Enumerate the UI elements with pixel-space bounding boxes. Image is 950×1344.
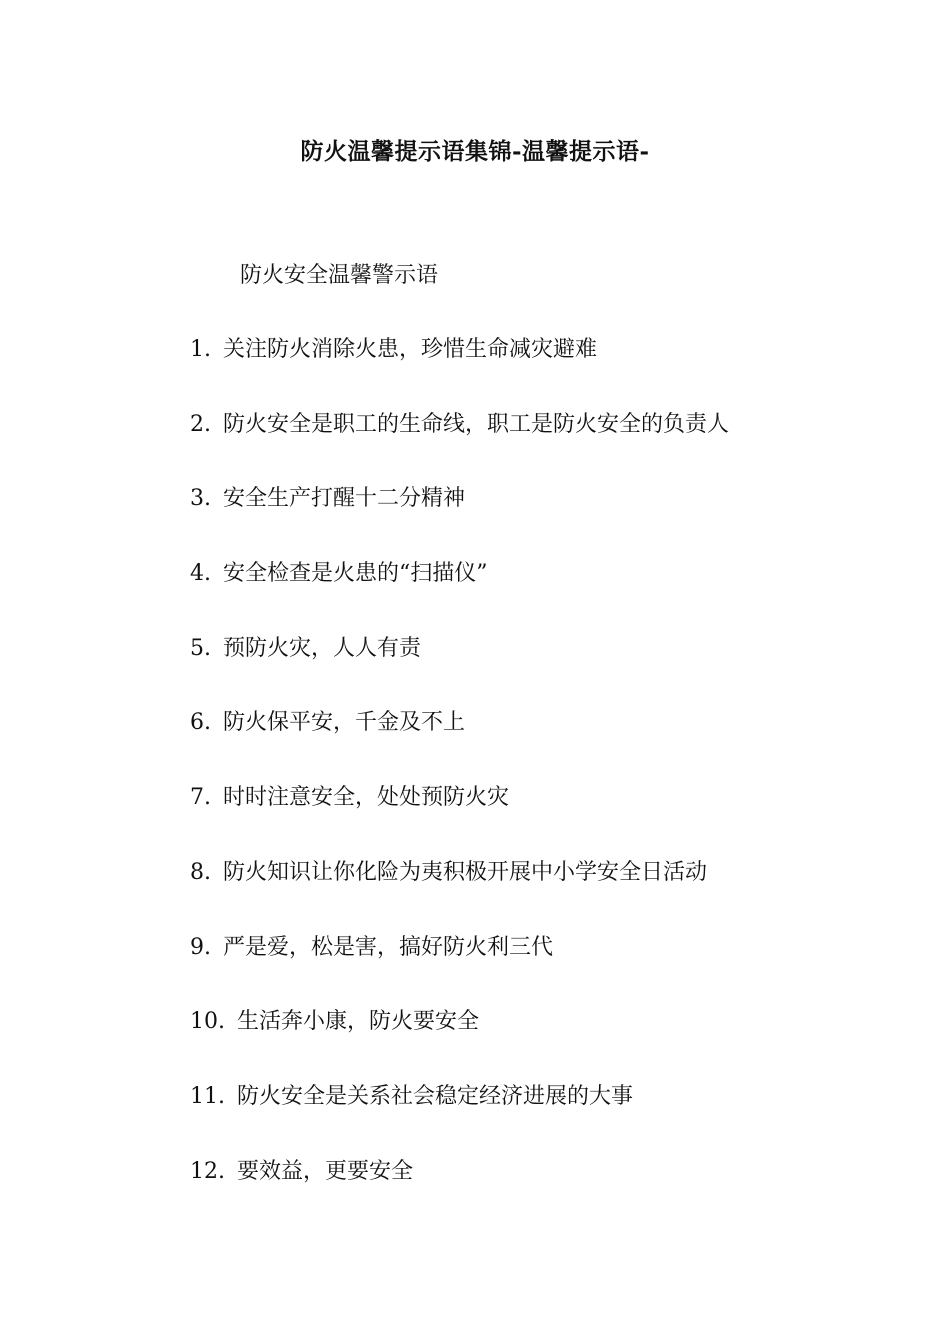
item-number: 7. (190, 785, 211, 811)
list-item (190, 782, 729, 857)
list-item (190, 633, 729, 708)
item-text: 安全生产打醒十二分精神 (223, 486, 466, 512)
list-item (190, 1156, 729, 1231)
list-item (190, 334, 729, 409)
item-number: 1. (190, 337, 211, 362)
slogan-list (190, 334, 729, 1230)
list-item (190, 932, 729, 1007)
item-number: 3. (190, 486, 211, 512)
item-text: 生活奔小康，防火要安全 (237, 1009, 480, 1035)
list-item (190, 409, 729, 484)
item-number: 6. (190, 710, 211, 736)
item-number: 2. (190, 411, 211, 437)
item-text: 关注防火消除火患，珍惜生命减灾避难 (223, 337, 598, 362)
item-number: 9. (190, 934, 211, 960)
item-number: 10. (190, 1009, 225, 1035)
item-text: 严是爱，松是害，搞好防火利三代 (223, 934, 554, 960)
list-item (190, 483, 729, 558)
list-item (190, 1006, 729, 1081)
item-text: 安全检查是火患的“扫描仪” (223, 561, 488, 587)
document-title: 防火温馨提示语集锦-温馨提示语- (300, 138, 650, 165)
list-item (190, 1081, 729, 1156)
item-number: 8. (190, 859, 211, 885)
item-number: 4. (190, 561, 211, 587)
item-text: 防火安全是职工的生命线，职工是防火安全的负责人 (223, 411, 730, 437)
item-number: 12. (190, 1158, 225, 1184)
item-number: 5. (190, 635, 211, 661)
list-item (190, 707, 729, 782)
item-text: 预防火灾，人人有责 (223, 635, 422, 661)
item-text: 防火保平安，千金及不上 (223, 710, 466, 736)
item-text: 防火知识让你化险为夷积极开展中小学安全日活动 (223, 859, 708, 885)
item-text: 防火安全是关系社会稳定经济进展的大事 (237, 1083, 634, 1109)
list-item (190, 857, 729, 932)
item-number: 11. (190, 1083, 225, 1109)
document-subtitle: 防火安全温馨警示语 (240, 263, 439, 288)
item-text: 时时注意安全，处处预防火灾 (223, 785, 510, 811)
list-item (190, 558, 729, 633)
item-text: 要效益，更要安全 (237, 1158, 414, 1184)
